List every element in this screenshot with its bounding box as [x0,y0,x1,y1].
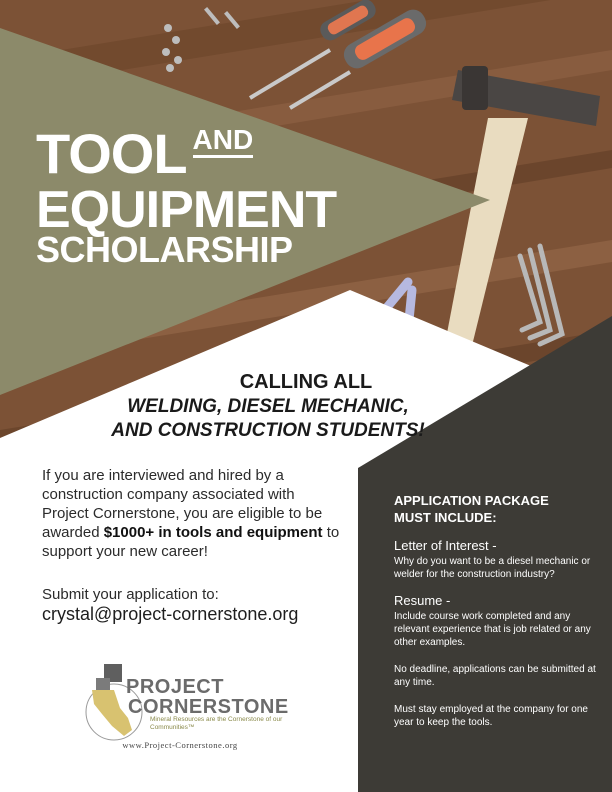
intro-text-end: to support your new career! [42,524,340,560]
website-url-link[interactable]: www.Project-Cornerstone.org [122,740,238,750]
employment-note: Must stay employed at the company for one year to keep the tools. [394,704,588,728]
deadline-note: No deadline, applications can be submitted at any time. [394,664,596,688]
letter-of-interest-title: Letter of Interest - [394,538,497,553]
logo-tagline: Mineral Resources are the Cornerstone of our Communities™ [150,716,283,731]
intro-text: If you are interviewed and hired by a construction company associated with Project Cornerstone, you are eligible to be awarded [42,467,323,541]
package-heading: APPLICATION PACKAGE [394,493,549,508]
calling-all-heading: CALLING ALL [239,371,373,393]
application-package-panel [394,492,599,729]
package-heading-sub: MUST INCLUDE: [394,510,497,525]
logo-name-cornerstone: CORNERSTONE [128,696,289,718]
title-line-scholarship: SCHOLARSHIP [36,229,293,270]
intro-paragraph [42,466,342,561]
submit-label: Submit your application to: [42,586,219,603]
title-tool-word: TOOL [36,122,187,185]
resume-title: Resume - [394,593,451,608]
logo-name-project: PROJECT [126,676,224,698]
award-amount: $1000+ in tools and equipment [103,524,323,541]
title-line-equipment: EQUIPMENT [36,181,337,239]
letter-of-interest-body: Why do you want to be a diesel mechanic or welder for the construction industry? [394,556,591,580]
title-and-word: AND [193,124,254,158]
title-line-tool [36,122,254,185]
calling-trades-line: WELDING, DIESEL MECHANIC, [127,396,409,417]
logo-block-small [96,678,110,690]
calling-students-line: AND CONSTRUCTION STUDENTS! [111,420,425,441]
contact-email-link[interactable]: crystal@project-cornerstone.org [42,604,299,624]
resume-body: Include course work completed and any relevant experience that is job related or any other examples. [394,611,591,648]
